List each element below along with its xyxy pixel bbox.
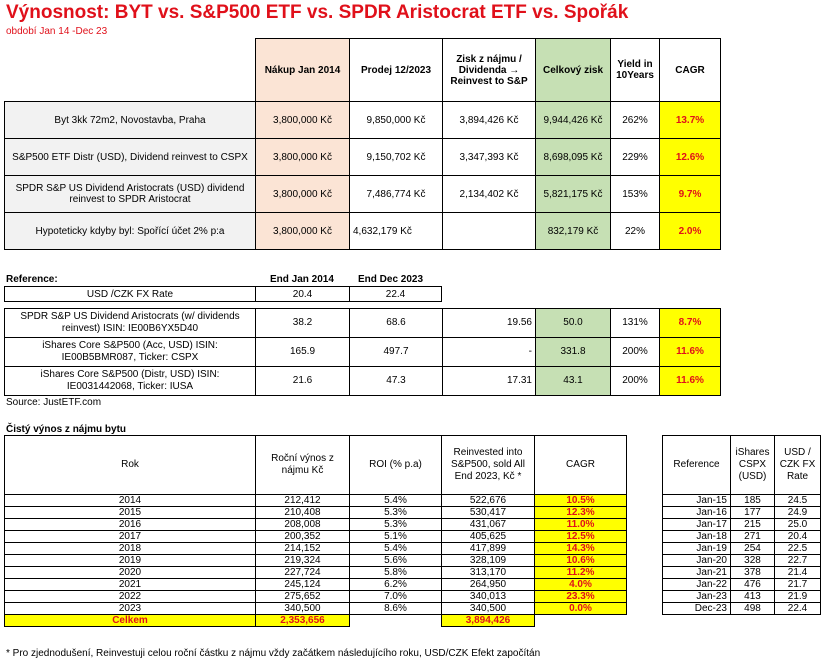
etf-yield: 200% xyxy=(611,367,660,396)
side-header-cspx: iShares CSPX (USD) xyxy=(731,436,775,495)
side-row xyxy=(663,495,821,507)
side-fx: 24.9 xyxy=(775,507,821,519)
side-fx: 22.5 xyxy=(775,543,821,555)
side-cspx: 271 xyxy=(731,531,775,543)
side-fx: 24.5 xyxy=(775,495,821,507)
rent-income: 200,352 xyxy=(256,531,350,543)
row-name: SPDR S&P US Dividend Aristocrats (USD) dividend reinvest to SPDR Aristocrat xyxy=(5,176,256,213)
rent-income: 208,008 xyxy=(256,519,350,531)
total-value: 832,179 Kč xyxy=(536,213,611,250)
side-row xyxy=(663,543,821,555)
side-reference: Jan-15 xyxy=(663,495,731,507)
rent-cagr: 0.0% xyxy=(535,603,627,615)
rent-row xyxy=(5,495,627,507)
side-header-fx: USD / CZK FX Rate xyxy=(775,436,821,495)
income-value: 3,347,393 Kč xyxy=(443,139,536,176)
rent-income: 245,124 xyxy=(256,579,350,591)
etf-total: 43.1 xyxy=(536,367,611,396)
side-row xyxy=(663,567,821,579)
rent-roi: 5.8% xyxy=(350,567,442,579)
rent-reinvest: 340,500 xyxy=(442,603,535,615)
total-value: 9,944,426 Kč xyxy=(536,102,611,139)
rent-income: 212,412 xyxy=(256,495,350,507)
rent-header-year: Rok xyxy=(5,436,256,495)
rent-roi: 5.4% xyxy=(350,543,442,555)
side-reference: Jan-21 xyxy=(663,567,731,579)
rent-cagr: 14.3% xyxy=(535,543,627,555)
rent-reinvest: 417,899 xyxy=(442,543,535,555)
col-header-income: Zisk z nájmu / Dividenda → Reinvest to S&P xyxy=(443,39,536,102)
rent-income: 219,324 xyxy=(256,555,350,567)
side-fx: 20.4 xyxy=(775,531,821,543)
etf-cagr: 8.7% xyxy=(660,309,721,338)
rent-header-reinvest: Reinvested into S&P500, sold All End 2023, Kč * xyxy=(442,436,535,495)
side-fx: 22.4 xyxy=(775,603,821,615)
buy-value: 3,800,000 Kč xyxy=(256,139,350,176)
side-row xyxy=(663,603,821,615)
side-cspx: 215 xyxy=(731,519,775,531)
side-row xyxy=(663,519,821,531)
side-row xyxy=(663,579,821,591)
side-cspx: 476 xyxy=(731,579,775,591)
rent-row xyxy=(5,531,627,543)
etf-yield: 131% xyxy=(611,309,660,338)
etf-name: iShares Core S&P500 (Acc, USD) ISIN: IE00B5BMR087, Ticker: CSPX xyxy=(5,338,256,367)
rent-income: 214,152 xyxy=(256,543,350,555)
side-cspx: 185 xyxy=(731,495,775,507)
rent-header-income: Roční výnos z nájmu Kč xyxy=(256,436,350,495)
rent-year: 2016 xyxy=(5,519,256,531)
cagr-value: 9.7% xyxy=(660,176,721,213)
rent-year: 2019 xyxy=(5,555,256,567)
rent-cagr: 10.5% xyxy=(535,495,627,507)
sell-value: 7,486,774 Kč xyxy=(350,176,443,213)
rent-total-empty xyxy=(350,615,442,627)
buy-value: 3,800,000 Kč xyxy=(256,176,350,213)
row-name: Byt 3kk 72m2, Novostavba, Praha xyxy=(5,102,256,139)
fx-name: USD /CZK FX Rate xyxy=(5,287,256,302)
rent-year: 2023 xyxy=(5,603,256,615)
reference-col2: End Dec 2023 xyxy=(358,274,424,285)
rent-year: 2015 xyxy=(5,507,256,519)
etf-dividend: - xyxy=(443,338,536,367)
rent-roi: 7.0% xyxy=(350,591,442,603)
rent-year: 2017 xyxy=(5,531,256,543)
rent-reinvest: 328,109 xyxy=(442,555,535,567)
etf-name: iShares Core S&P500 (Distr, USD) ISIN: IE0031442068, Ticker: IUSA xyxy=(5,367,256,396)
side-reference: Jan-18 xyxy=(663,531,731,543)
side-reference: Jan-22 xyxy=(663,579,731,591)
rent-row xyxy=(5,603,627,615)
col-header-buy: Nákup Jan 2014 xyxy=(256,39,350,102)
rent-roi: 5.6% xyxy=(350,555,442,567)
rent-roi: 5.3% xyxy=(350,519,442,531)
yield-value: 262% xyxy=(611,102,660,139)
rent-cagr: 4.0% xyxy=(535,579,627,591)
rent-roi: 5.4% xyxy=(350,495,442,507)
rent-row xyxy=(5,507,627,519)
etf-total: 331.8 xyxy=(536,338,611,367)
rent-row xyxy=(5,591,627,603)
side-cspx: 254 xyxy=(731,543,775,555)
rent-year: 2022 xyxy=(5,591,256,603)
rent-total-reinvest: 3,894,426 xyxy=(442,615,535,627)
sell-value: 9,150,702 Kč xyxy=(350,139,443,176)
buy-value: 3,800,000 Kč xyxy=(256,102,350,139)
side-cspx: 328 xyxy=(731,555,775,567)
rent-income: 275,652 xyxy=(256,591,350,603)
rent-roi: 5.1% xyxy=(350,531,442,543)
income-value: 2,134,402 Kč xyxy=(443,176,536,213)
comparison-table xyxy=(4,38,721,250)
rent-reinvest: 431,067 xyxy=(442,519,535,531)
rent-row xyxy=(5,579,627,591)
etf-reference-table xyxy=(4,308,721,396)
fx-value-end: 22.4 xyxy=(350,287,442,302)
side-cspx: 413 xyxy=(731,591,775,603)
etf-end: 497.7 xyxy=(350,338,443,367)
page-subtitle: období Jan 14 -Dec 23 xyxy=(6,26,108,37)
buy-value: 3,800,000 Kč xyxy=(256,213,350,250)
side-reference: Jan-23 xyxy=(663,591,731,603)
rent-header-roi: ROI (% p.a) xyxy=(350,436,442,495)
rent-total-label: Celkem xyxy=(5,615,256,627)
etf-end: 47.3 xyxy=(350,367,443,396)
rent-header-cagr: CAGR xyxy=(535,436,627,495)
side-reference: Jan-20 xyxy=(663,555,731,567)
yield-value: 22% xyxy=(611,213,660,250)
rent-cagr: 12.3% xyxy=(535,507,627,519)
row-name: S&P500 ETF Distr (USD), Dividend reinvest to CSPX xyxy=(5,139,256,176)
col-header-sell: Prodej 12/2023 xyxy=(350,39,443,102)
side-cspx: 498 xyxy=(731,603,775,615)
side-row xyxy=(663,555,821,567)
cagr-value: 12.6% xyxy=(660,139,721,176)
rent-roi: 6.2% xyxy=(350,579,442,591)
rent-roi: 8.6% xyxy=(350,603,442,615)
col-header-cagr: CAGR xyxy=(660,39,721,102)
rent-year: 2014 xyxy=(5,495,256,507)
rent-reinvest: 264,950 xyxy=(442,579,535,591)
rent-reinvest: 405,625 xyxy=(442,531,535,543)
side-row xyxy=(663,591,821,603)
page-title: Výnosnost: BYT vs. S&P500 ETF vs. SPDR Aristocrat ETF vs. Spořák xyxy=(6,2,629,23)
side-row xyxy=(663,531,821,543)
side-reference: Dec-23 xyxy=(663,603,731,615)
etf-yield: 200% xyxy=(611,338,660,367)
etf-start: 21.6 xyxy=(256,367,350,396)
cagr-value: 2.0% xyxy=(660,213,721,250)
etf-end: 68.6 xyxy=(350,309,443,338)
sell-value: 4,632,179 Kč xyxy=(350,213,443,250)
rent-cagr: 23.3% xyxy=(535,591,627,603)
etf-start: 165.9 xyxy=(256,338,350,367)
side-fx: 21.7 xyxy=(775,579,821,591)
rent-income: 340,500 xyxy=(256,603,350,615)
rent-income: 210,408 xyxy=(256,507,350,519)
source-note: Source: JustETF.com xyxy=(6,397,102,408)
rent-table xyxy=(4,435,627,627)
footnote: * Pro zjednodušení, Reinvestuji celou roční částku z nájmu vždy začátkem následujícího roku, USD/CZK Efekt započítán xyxy=(6,648,541,659)
rent-section-label: Čistý výnos z nájmu bytu xyxy=(6,424,127,435)
side-cspx: 177 xyxy=(731,507,775,519)
rent-row xyxy=(5,543,627,555)
col-header-yield: Yield in 10Years xyxy=(611,39,660,102)
side-reference: Jan-19 xyxy=(663,543,731,555)
side-row xyxy=(663,507,821,519)
cspx-reference-table xyxy=(662,435,821,615)
income-value xyxy=(443,213,536,250)
total-value: 8,698,095 Kč xyxy=(536,139,611,176)
rent-roi: 5.3% xyxy=(350,507,442,519)
rent-year: 2018 xyxy=(5,543,256,555)
etf-total: 50.0 xyxy=(536,309,611,338)
rent-reinvest: 530,417 xyxy=(442,507,535,519)
etf-name: SPDR S&P US Dividend Aristocrats (w/ dividends reinvest) ISIN: IE00B6YX5D40 xyxy=(5,309,256,338)
etf-start: 38.2 xyxy=(256,309,350,338)
yield-value: 153% xyxy=(611,176,660,213)
rent-income: 227,724 xyxy=(256,567,350,579)
corner-empty xyxy=(5,39,256,102)
col-header-total: Celkový zisk xyxy=(536,39,611,102)
rent-year: 2021 xyxy=(5,579,256,591)
fx-table xyxy=(4,286,442,302)
rent-row xyxy=(5,555,627,567)
cagr-value: 13.7% xyxy=(660,102,721,139)
yield-value: 229% xyxy=(611,139,660,176)
rent-cagr: 12.5% xyxy=(535,531,627,543)
side-header-reference: Reference xyxy=(663,436,731,495)
side-reference: Jan-16 xyxy=(663,507,731,519)
etf-cagr: 11.6% xyxy=(660,367,721,396)
rent-row xyxy=(5,519,627,531)
rent-total-income: 2,353,656 xyxy=(256,615,350,627)
income-value: 3,894,426 Kč xyxy=(443,102,536,139)
reference-label: Reference: xyxy=(6,274,58,285)
rent-reinvest: 313,170 xyxy=(442,567,535,579)
rent-year: 2020 xyxy=(5,567,256,579)
side-reference: Jan-17 xyxy=(663,519,731,531)
sell-value: 9,850,000 Kč xyxy=(350,102,443,139)
side-fx: 21.9 xyxy=(775,591,821,603)
etf-cagr: 11.6% xyxy=(660,338,721,367)
etf-dividend: 17.31 xyxy=(443,367,536,396)
side-fx: 21.4 xyxy=(775,567,821,579)
fx-value-start: 20.4 xyxy=(256,287,350,302)
rent-row xyxy=(5,567,627,579)
total-value: 5,821,175 Kč xyxy=(536,176,611,213)
side-cspx: 378 xyxy=(731,567,775,579)
row-name: Hypoteticky kdyby byl: Spořící účet 2% p:a xyxy=(5,213,256,250)
rent-cagr: 10.6% xyxy=(535,555,627,567)
side-fx: 25.0 xyxy=(775,519,821,531)
rent-reinvest: 340,013 xyxy=(442,591,535,603)
reference-col1: End Jan 2014 xyxy=(270,274,334,285)
rent-cagr: 11.2% xyxy=(535,567,627,579)
rent-reinvest: 522,676 xyxy=(442,495,535,507)
rent-total-empty xyxy=(535,615,627,627)
rent-cagr: 11.0% xyxy=(535,519,627,531)
side-fx: 22.7 xyxy=(775,555,821,567)
etf-dividend: 19.56 xyxy=(443,309,536,338)
